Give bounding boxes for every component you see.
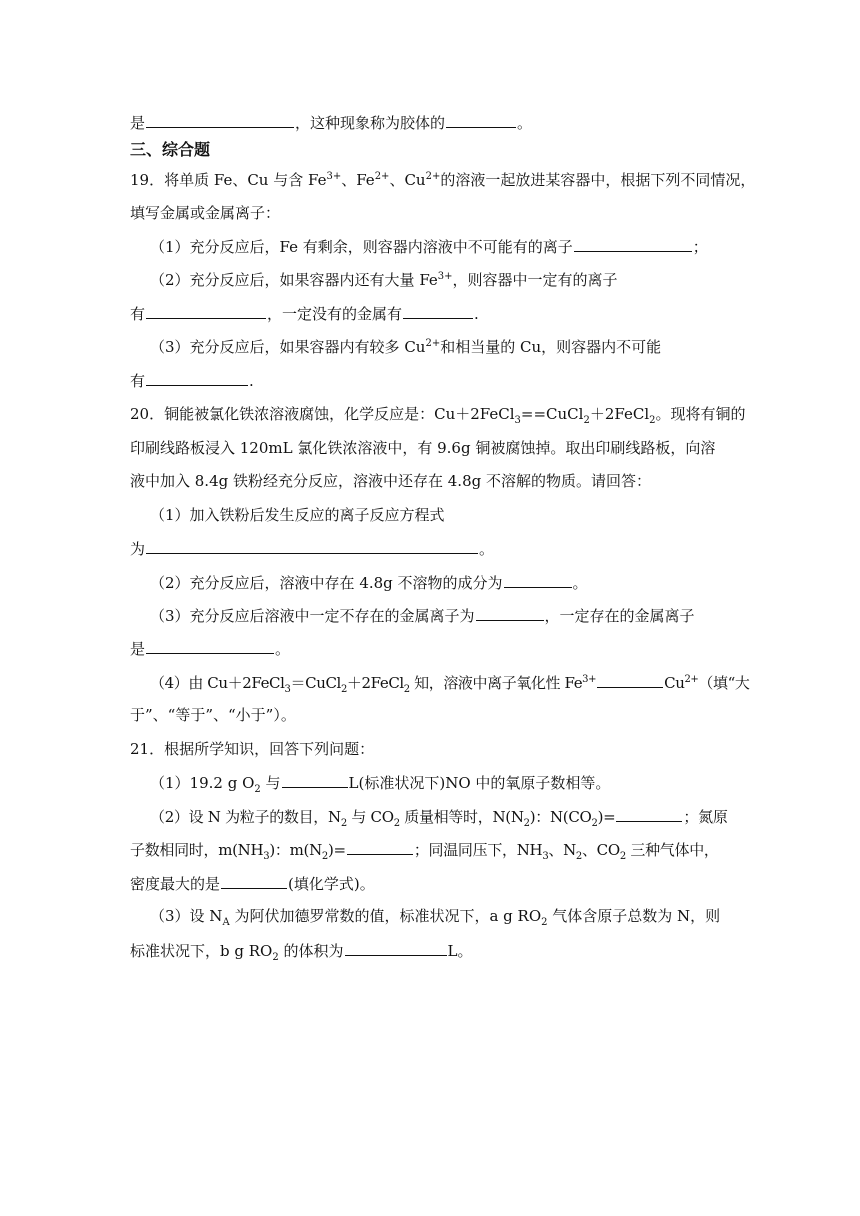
text: 与 CO [346,808,394,826]
q20-stem [130,404,746,424]
q19-part1 [150,236,708,257]
text: . [249,372,254,390]
subscript: 2 [649,415,656,426]
answer-blank[interactable] [347,839,413,855]
text: 密度最大的是 [130,875,221,893]
superscript: 2+ [374,171,390,182]
subscript: 2 [340,684,347,695]
q19-stem-2: 填写金属或金属离子： [130,204,281,222]
superscript: 2+ [425,338,441,349]
text: 。 [479,540,495,558]
q21-part1 [150,772,610,793]
answer-blank[interactable] [282,772,348,788]
subscript: 2 [321,851,328,862]
text: 。 [572,574,588,592]
q21-part2-cont [130,839,719,860]
superscript: 3+ [437,271,453,282]
text: （4）由 Cu＋2FeCl [150,674,285,692]
text: （填“大 [698,674,750,692]
answer-blank[interactable] [446,112,516,128]
section-title: 三、综合题 [130,140,211,159]
text: 、Cu [389,171,426,189]
subscript: 3 [263,851,270,862]
text: 。 [517,114,533,132]
subscript: 2 [541,917,548,928]
text: (填化学式)。 [288,875,375,893]
text: ，一定存在的金属离子 [544,607,695,625]
subscript: 2 [393,818,400,829]
q19-part3 [150,337,661,357]
q19-stem [130,170,755,190]
text: （1）19.2 g O [150,774,255,792]
answer-blank[interactable] [574,236,692,252]
superscript: 2+ [684,674,699,685]
q20-part2 [150,572,588,593]
subscript: 2 [340,818,347,829]
text: 和相当量的 Cu，则容器内不可能 [440,338,662,356]
subscript: 2 [403,684,410,695]
answer-blank[interactable] [616,806,682,822]
text: 、CO [581,841,620,859]
text: 是 [130,114,146,132]
text: ，一定没有的金属有 [267,305,403,323]
answer-blank[interactable] [146,538,478,554]
subscript: 2 [254,784,261,795]
text: 知，溶液中离子氧化性 Fe [409,674,583,692]
subscript: 2 [583,415,590,426]
text: ＝CuCl [290,674,341,692]
q19-part2-cont [130,303,479,324]
text: 气体含原子总数为 N，则 [547,907,721,925]
text: Cu [664,674,685,692]
answer-blank[interactable] [146,370,248,386]
answer-blank[interactable] [221,873,287,889]
subscript: A [222,917,230,928]
text: 与 [260,774,281,792]
text: )= [327,841,346,859]
q21-part3 [150,906,720,926]
q20-part4 [150,672,750,693]
subscript: 2 [272,952,279,963]
answer-blank[interactable] [597,672,663,688]
text: （3）设 N [150,907,223,925]
text: 质量相等时，N(N [399,808,524,826]
q21-part3-cont [130,940,472,961]
superscript: 2+ [425,171,441,182]
subscript: 2 [575,851,582,862]
superscript: 3+ [326,171,342,182]
text: （3）充分反应后，如果容器内有较多 Cu [150,338,426,356]
text: ； [692,238,708,256]
text: ＋2FeCl [589,405,650,423]
text: )：N(CO [529,808,592,826]
q19-part2 [150,270,618,290]
text: 子数相同时，m(NH [130,841,264,859]
text: 19．将单质 Fe、Cu 与含 Fe [130,171,327,189]
subscript: 3 [542,851,549,862]
text: （3）充分反应后溶液中一定不存在的金属离子为 [150,607,475,625]
text: ，则容器中一定有的离子 [452,271,618,289]
answer-blank[interactable] [345,940,447,956]
q21-part2-cont-2 [130,873,375,894]
text: 的溶液一起放进某容器中，根据下列不同情况， [440,171,756,189]
text: 是 [130,640,146,658]
text: ，这种现象称为胶体的 [295,114,446,132]
text: 有 [130,372,146,390]
text: L(标准状况下)NO 中的氧原子数相等。 [348,774,611,792]
text: 标准状况下，b g RO [130,942,273,960]
q19-part3-cont [130,370,254,391]
answer-blank[interactable] [146,638,274,654]
text: ＋2FeCl [346,674,404,692]
subscript: 2 [591,818,598,829]
q20-part1: （1）加入铁粉后发生反应的离子反应方程式 [150,506,445,524]
answer-blank[interactable] [146,303,266,319]
subscript: 3 [284,684,291,695]
answer-blank[interactable] [504,572,572,588]
answer-blank[interactable] [403,303,473,319]
q20-part4-cont: 于”、“等于”、“小于”）。 [130,706,296,724]
text: （2）充分反应后，溶液中存在 4.8g 不溶物的成分为 [150,574,503,592]
text: ；同温同压下，NH [413,841,543,859]
superscript: 3+ [582,674,597,685]
text: . [474,305,479,323]
text: )：m(N [269,841,322,859]
answer-blank[interactable] [146,112,294,128]
text: ==CuCl [520,405,584,423]
q20-stem-2: 印刷线路板浸入 120mL 氯化铁浓溶液中，有 9.6g 铜被腐蚀掉。取出印刷线路板，向溶 [130,439,716,457]
continued-question-line [130,112,532,133]
answer-blank[interactable] [476,605,544,621]
q20-part3 [150,605,695,626]
text: （1）充分反应后，Fe 有剩余，则容器内溶液中不可能有的离子 [150,238,573,256]
text: （2）充分反应后，如果容器内还有大量 Fe [150,271,438,289]
text: 的体积为 [278,942,344,960]
q21-part2 [150,806,728,827]
text: 、N [548,841,576,859]
text: )= [597,808,616,826]
subscript: 3 [514,415,521,426]
text: 。现将有铜的 [655,405,746,423]
text: 、Fe [341,171,375,189]
text: 有 [130,305,146,323]
text: L。 [447,942,473,960]
subscript: 2 [619,851,626,862]
q20-part3-cont [130,638,290,659]
q21-stem: 21．根据所学知识，回答下列问题： [130,740,375,758]
text: 三种气体中， [625,841,719,859]
q20-stem-3: 液中加入 8.4g 铁粉经充分反应，溶液中还存在 4.8g 不溶解的物质。请回答： [130,472,651,490]
text: （2）设 N 为粒子的数目，N [150,808,341,826]
text: 。 [275,640,291,658]
subscript: 2 [523,818,530,829]
text: 20．铜能被氯化铁浓溶液腐蚀，化学反应是：Cu＋2FeCl [130,405,515,423]
text: 为 [130,540,146,558]
q20-part1-cont [130,538,494,559]
text: ；氮原 [683,808,728,826]
text: 为阿伏加德罗常数的值，标准状况下，a g RO [229,907,542,925]
